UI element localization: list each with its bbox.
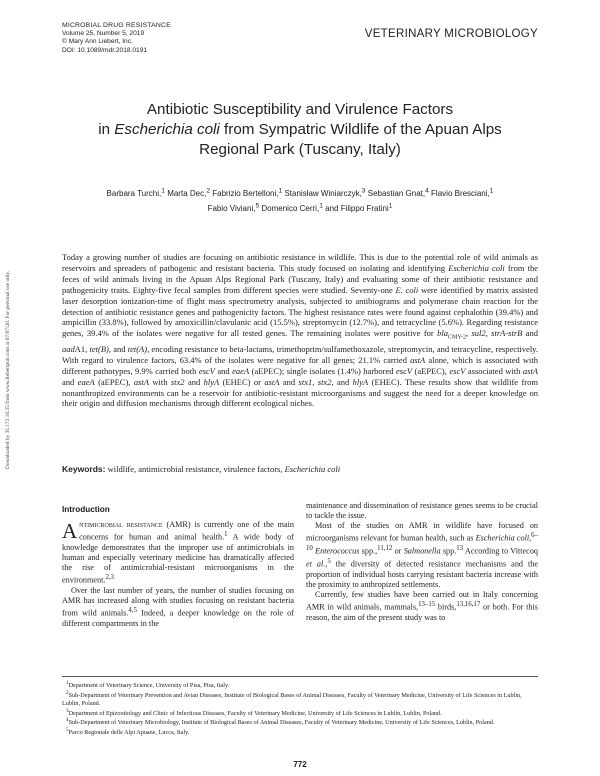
paragraph: maintenance and dissemination of resistance genes seems to be crucial to tackle the issue. [306, 501, 538, 521]
author: Domenico Cerri,$^1$ [261, 202, 323, 213]
title-line-1: Antibiotic Susceptibility and Virulence Factors [146, 101, 454, 118]
footnote: $^2$Sub-Department of Veterinary Prevention and Avian Diseases, Institute of Biological Bases of Animal Diseases, Faculty of Veterinary Medicine, University of Life Sciences in Lublin, Lublin, Poland. [62, 689, 522, 707]
paragraph: Currently, few studies have been carried out in Italy concerning AMR in wild animals, mammals,$^{13-15}$ birds,$^{13,16,17}$ or both. For this reason, the aim of the present study was to [306, 589, 538, 622]
author: Fabrizio Bertelloni,$^1$ [212, 187, 283, 198]
title-line-2-rest: from Sympatric Wildlife of the Apuan Alps [224, 121, 502, 138]
title-in: in [98, 121, 111, 138]
footnote: $^1$Department of Veterinary Science, University of Pisa, Pisa, Italy. [66, 680, 230, 690]
journal-meta [62, 22, 171, 55]
publisher: © Mary Ann Liebert, Inc. [62, 38, 133, 46]
footnote-divider [62, 676, 538, 677]
paragraph: Most of the studies on AMR in wildlife have focused on microorganisms relevant for human health, such as Escherichia coli,$^{6-10}$ Enterococcus spp.,$^{11,12}$ or Salmonella spp.$^{13}$ According to Vittecoq et al.,$^5$ the diversity of detected resistance mechanisms and the proportion of individual hosts carrying resistant bacteria increase with the proximity to anthropized settlements. [306, 521, 539, 589]
title-line-2 [60, 120, 540, 140]
body-column-right [306, 501, 538, 623]
page-number: 772 [293, 760, 307, 769]
doi: DOI: 10.1089/mdr.2018.0191 [62, 46, 148, 54]
author-list [60, 185, 540, 215]
abstract: Today a growing number of studies are focusing on antibiotic resistance in wildlife. This is due to the potential role of wild animals as reservoirs and spreaders of pathogenic and resistant bacteria. This study focused on isolating and identifying Escherichia coli from the feces of wild animals living in the Apuan Alps Regional Park (Tuscany, Italy) and evaluating some of their antibiotic resistance and pathogenicity traits. Eighty-five fecal samples from different species were studied. Seventy-one E. coli were identified by matrix assisted laser desorption ionization-time of flight mass spectrometry analysis, subjected to antibiograms and polymerase chain reaction for the detection of antibiotic resistance genes and pathogenicity factors. The highest resistance rates were found against cephalothin (39.4%) and ampicillin (33.8%), followed by amoxicillin/clavulanic acid (15.5%), streptomycin (12.7%), and tetracycline (5.6%). Regarding resistance genes, 39.4% of the isolates were negative for all tested genes. The remaining isolates were positive for bla$_{CMY-2}$, sul2, strA-strB and aadA1, tet(B), and tet(A), encoding resistance to beta-lactams, trimethoprim/sulfamethoxazole, streptomycin, and tetracycline, respectively. With regard to virulence factors, 63.4% of the isolates were negative for all genes; 21.1% carried astA alone, which is associated with different pathotypes, 9.9% carried both escV and eaeA (aEPEC); single isolates (1.4%) harbored escV (aEPEC), escV associated with astA and eaeA (aEPEC), astA with stx2 and hlyA (EHEC) or astA and stx1, stx2, and hlyA (EHEC). These results show that wildlife from nonanthropized environments can be a reservoir for antibiotic-resistant microorganisms and suggest the need for a deeper knowledge on their origin and diffusion mechanisms through different ecological niches. [62, 252, 539, 409]
author: and Filippo Fratini$^1$ [325, 202, 393, 213]
author: Fabio Viviani,$^5$ [207, 202, 260, 213]
author: Sebastian Gnat,$^4$ [367, 187, 429, 198]
author: Marta Dec,$^2$ [167, 187, 211, 198]
paragraph: Antimicrobial resistance (AMR) is currently one of the main concerns for human and animal health.$^1$ A wide body of knowledge demonstrates that the improper use of antimicrobials in human and especially veterinary medicine has dramatically affected the rise of antimicrobial-resistant microorganisms in the environment.$^{2,3}$ [62, 519, 294, 585]
body-column-left [62, 520, 294, 629]
download-note: Downloaded by 35.173.16.35 from www.liebertpub.com at 07/07/20. For personal use only. [5, 270, 11, 470]
affiliation-footnotes [62, 680, 538, 737]
drop-cap: A [62, 519, 78, 543]
footnote: $^3$Department of Epizootiology and Clinic of Infectious Diseases, Faculty of Veterinary Medicine, University of Life Sciences in Lublin, Lublin, Poland. [66, 707, 442, 717]
author: Barbara Turchi,$^1$ [106, 187, 165, 198]
keywords-label: Keywords: [62, 464, 106, 474]
footnote: $^5$Parco Regionale delle Alpi Apuane, Lucca, Italy. [66, 727, 190, 737]
author: Flavio Bresciani,$^1$ [431, 187, 494, 198]
title-species: Escherichia coli [114, 121, 220, 138]
keywords: Keywords: wildlife, antimicrobial resistance, virulence factors, Escherichia coli [62, 464, 341, 474]
author: Stanisław Winiarczyk,$^3$ [284, 187, 366, 198]
paragraph: Over the last number of years, the number of studies focusing on AMR has increased along with studies focusing on resistant bacteria from wild animals.$^{4,5}$ Indeed, a deeper knowledge on the role of different compartments in the [62, 586, 294, 629]
footnote: $^4$Sub-Department of Veterinary Microbiology, Institute of Biological Bases of Animal Diseases, Faculty of Veterinary Medicine, University of Life Sciences, Lublin, Poland. [66, 717, 495, 727]
journal-volume: Volume 25, Number 5, 2019 [62, 30, 145, 38]
article-title [60, 100, 540, 160]
section-heading-introduction: Introduction [62, 505, 110, 514]
journal-name: MICROBIAL DRUG RESISTANCE [62, 22, 171, 29]
section-label: VETERINARY MICROBIOLOGY [364, 28, 538, 40]
title-line-3: Regional Park (Tuscany, Italy) [199, 141, 401, 158]
